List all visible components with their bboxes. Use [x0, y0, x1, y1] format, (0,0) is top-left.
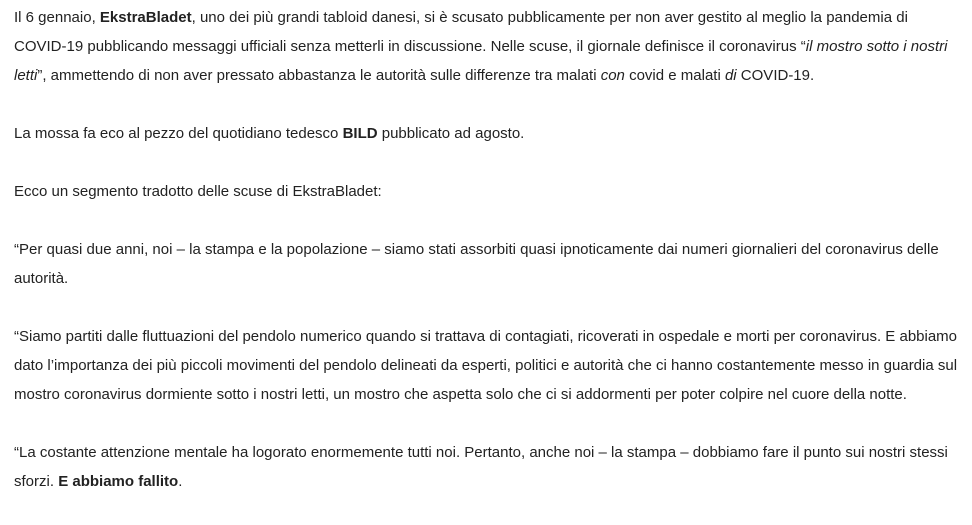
paragraph-bild [14, 119, 962, 148]
quote-2-text: “Siamo partiti dalle fluttuazioni del pendolo numerico quando si trattava di contagiati, ricoverati in ospedale e morti per coronavirus. E abbiamo dato l’importanza dei più piccoli movimenti del pendolo delineati da esperti, politici e autorità che ci hanno costantemente messo in guardia sul mostro coronavirus dormiente sotto i nostri letti, un mostro che aspetta solo che ci si addormenti per poter colpire nel cuore della notte. [14, 328, 958, 403]
intro-text-start: Il 6 gennaio, [14, 9, 100, 26]
paragraph-segment-intro [14, 177, 962, 206]
quote-3-end: . [178, 473, 183, 490]
paragraph-quote-3 [14, 438, 962, 496]
intro-text-after-quote: ”, ammettendo di non aver pressato abbastanza le autorità sulle differenze tra malati [37, 67, 601, 84]
monster-quote-italic: il mostro sotto i nostri letti [14, 38, 948, 84]
article-body [14, 3, 962, 525]
bild-text-start: La mossa fa eco al pezzo del quotidiano tedesco [14, 125, 343, 142]
bild-text-end: pubblicato ad agosto. [377, 125, 525, 142]
paragraph-quote-2 [14, 322, 962, 409]
quote-1-text: “Per quasi due anni, noi – la stampa e la popolazione – siamo stati assorbiti quasi ipnoticamente dai numeri giornalieri del coronavirus delle autorità. [14, 241, 939, 287]
di-italic: di [724, 67, 737, 84]
con-italic: con [600, 67, 625, 84]
bild-bold: BILD [342, 125, 378, 142]
paragraph-intro [14, 3, 962, 90]
paragraph-quote-1 [14, 235, 962, 293]
segment-intro-text: Ecco un segmento tradotto delle scuse di EkstraBladet: [14, 183, 382, 200]
ekstrabladet-bold: EkstraBladet [99, 9, 192, 26]
quote-3-text: “La costante attenzione mentale ha logorato enormemente tutti noi. Pertanto, anche noi – la stampa – dobbiamo fare il punto sui nostri stessi sforzi. [14, 444, 948, 490]
intro-text-middle: , uno dei più grandi tabloid danesi, si è scusato pubblicamente per non aver gestito al meglio la pandemia di COVID-19 pubblicando messaggi ufficiali senza metterli in discussione. Nelle scuse, il giornale definisce il coronavirus “ [14, 9, 908, 55]
failed-bold: E abbiamo fallito [58, 473, 179, 490]
intro-text-end: COVID-19. [736, 67, 815, 84]
intro-text-covid: covid e malati [624, 67, 725, 84]
